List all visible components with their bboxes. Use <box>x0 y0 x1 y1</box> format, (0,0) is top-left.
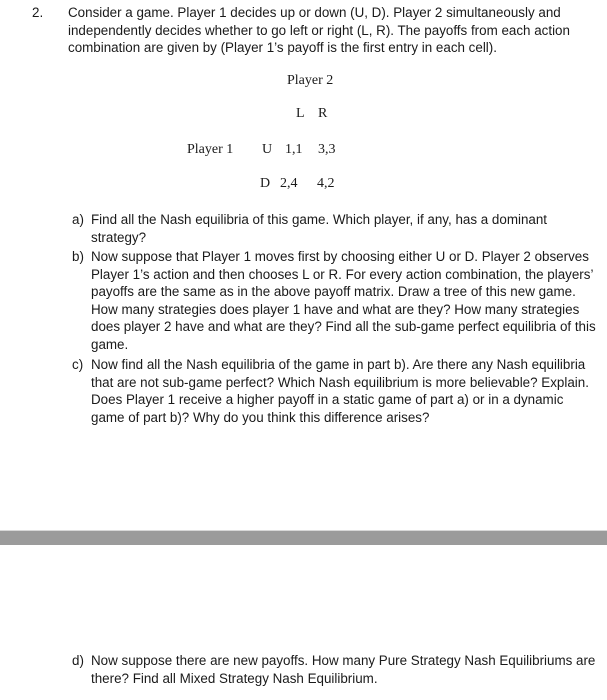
row-header-up: U <box>262 142 273 157</box>
part-c-text: Now find all the Nash equilibria of the game in part b). Are there any Nash equilibria that are not sub-game perfect? Which Nash equilibrium is more believable? Explain. Does Player 1 receive a higher payoff in a static game of part a) or in a dynamic game of part b)? Why do you think this difference arises? <box>91 357 589 425</box>
part-d-label: d) <box>72 653 84 668</box>
part-d-text: Now suppose there are new payoffs. How many Pure Strategy Nash Equilibriums are there? Find all Mixed Strategy Nash Equilibrium. <box>91 653 596 686</box>
payoff-cell-down-left: 2,4 <box>280 176 298 191</box>
row-header-down: D <box>260 176 271 191</box>
part-a-label: a) <box>72 212 84 227</box>
column-header-left: L <box>296 106 305 121</box>
page-separator-band <box>0 531 607 545</box>
payoff-cell-down-right: 4,2 <box>317 176 335 191</box>
question-intro: Consider a game. Player 1 decides up or down (U, D). Player 2 simultaneously and independently decides whether to go left or right (L, R). The payoffs from each action combination are given by (Player 1’s payoff is the first entry in each cell). <box>68 5 570 55</box>
player1-label: Player 1 <box>187 142 234 157</box>
part-b-text: Now suppose that Player 1 moves first by choosing either U or D. Player 2 observes Player 1’s action and then chooses L or R. For every action combination, the players’ payoffs are the same as in the above payoff matrix. Draw a tree of this new game. How many strategies does player 1 have and what are they? How many strategies does player 2 have and what are they? Find all the sub-game perfect equilibria of this game. <box>91 249 596 352</box>
question-number: 2. <box>32 5 44 20</box>
payoff-cell-up-right: 3,3 <box>318 142 336 157</box>
player2-label: Player 2 <box>287 73 334 88</box>
part-c-label: c) <box>72 357 84 372</box>
part-a-text: Find all the Nash equilibria of this game. Which player, if any, has a dominant strategy? <box>91 212 548 245</box>
column-header-right: R <box>318 106 328 121</box>
part-b-label: b) <box>72 249 84 264</box>
payoff-cell-up-left: 1,1 <box>285 142 303 157</box>
